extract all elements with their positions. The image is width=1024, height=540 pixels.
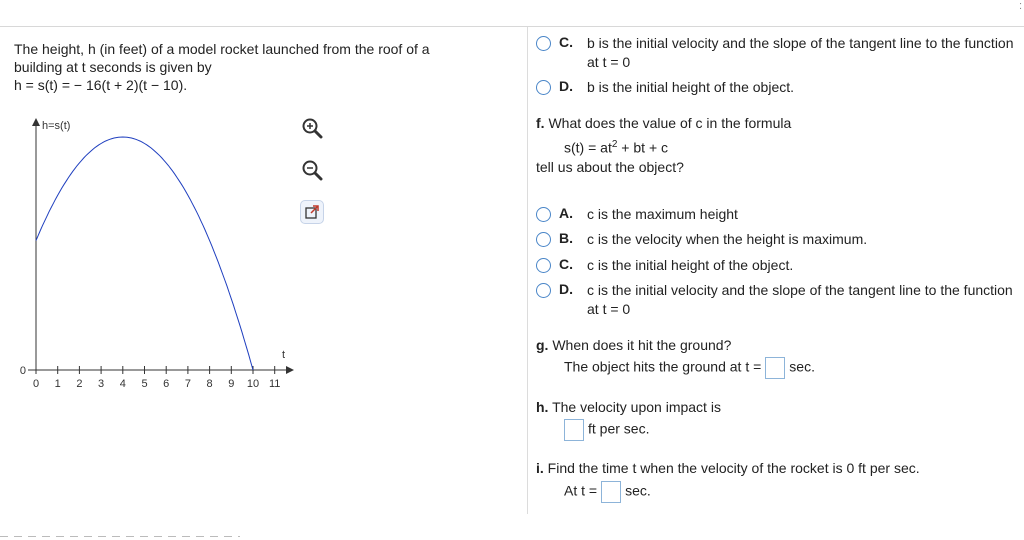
option-f-d[interactable] bbox=[536, 281, 1015, 319]
option-f-a[interactable] bbox=[536, 205, 1015, 224]
x-axis-arrow bbox=[286, 366, 294, 374]
radio-f-c[interactable] bbox=[536, 258, 551, 273]
formula bbox=[564, 136, 668, 157]
column-divider bbox=[527, 27, 528, 514]
answer-h-post: ft per sec. bbox=[588, 420, 650, 437]
answer-i bbox=[564, 481, 651, 503]
y-zero-label: 0 bbox=[19, 365, 26, 377]
radio-f-d[interactable] bbox=[536, 283, 551, 298]
question-i bbox=[536, 459, 920, 477]
question-i-prefix: i. bbox=[536, 460, 544, 476]
x-tick-label: 0 bbox=[32, 378, 40, 390]
formula-exponent: 2 bbox=[611, 139, 618, 150]
zoom-out-icon bbox=[301, 159, 323, 181]
question-h-text: The velocity upon impact is bbox=[552, 399, 721, 415]
bottom-partial-text bbox=[0, 535, 240, 538]
problem-line-1: The height, h (in feet) of a model rocket launched from the roof of a bbox=[14, 41, 430, 57]
x-axis-label: t bbox=[282, 349, 286, 361]
answer-g bbox=[564, 357, 815, 379]
option-letter: C. bbox=[559, 34, 573, 50]
question-f-line3: tell us about the object? bbox=[536, 159, 684, 175]
top-rule bbox=[0, 26, 1024, 27]
answer-g-pre: The object hits the ground at t = bbox=[564, 358, 762, 375]
x-tick-label: 10 bbox=[246, 378, 260, 390]
zoom-out-button[interactable] bbox=[300, 158, 324, 182]
option-letter: D. bbox=[559, 78, 573, 94]
zoom-in-button[interactable] bbox=[300, 116, 324, 140]
radio-f-a[interactable] bbox=[536, 207, 551, 222]
x-tick-label: 5 bbox=[141, 378, 148, 390]
answer-i-pre: At t = bbox=[564, 482, 598, 499]
height-curve bbox=[36, 137, 253, 370]
x-tick-label: 3 bbox=[98, 378, 105, 390]
option-f-c[interactable] bbox=[536, 256, 1015, 275]
radio-prev-c[interactable] bbox=[536, 36, 551, 51]
popout-icon bbox=[304, 204, 320, 220]
answer-h-input[interactable] bbox=[564, 419, 584, 441]
question-g bbox=[536, 336, 731, 354]
answer-i-input[interactable] bbox=[601, 481, 621, 503]
formula-part-a: s(t) = at bbox=[564, 139, 612, 156]
corner-mark: : bbox=[1018, 0, 1022, 12]
option-letter: D. bbox=[559, 281, 573, 297]
y-axis-arrow bbox=[32, 118, 40, 126]
answer-g-post: sec. bbox=[789, 358, 815, 375]
question-f bbox=[536, 114, 791, 132]
option-text: c is the initial velocity and the slope of the tangent line to the function at t = 0 bbox=[587, 282, 1013, 317]
question-g-text: When does it hit the ground? bbox=[552, 337, 732, 353]
x-tick-label: 1 bbox=[54, 378, 61, 390]
prev-option-d[interactable] bbox=[536, 78, 1015, 97]
question-g-prefix: g. bbox=[536, 337, 549, 353]
question-i-text: Find the time t when the velocity of the rocket is 0 ft per sec. bbox=[547, 460, 920, 476]
question-h-prefix: h. bbox=[536, 399, 549, 415]
option-text: c is the maximum height bbox=[587, 206, 738, 222]
radio-f-b[interactable] bbox=[536, 232, 551, 247]
x-tick-label: 11 bbox=[268, 378, 281, 390]
option-letter: A. bbox=[559, 205, 573, 221]
option-letter: C. bbox=[559, 256, 573, 272]
zoom-in-icon bbox=[301, 117, 323, 139]
x-tick-label: 9 bbox=[228, 378, 235, 390]
x-tick-label: 4 bbox=[119, 378, 126, 390]
option-text: c is the initial height of the object. bbox=[587, 257, 794, 273]
question-h bbox=[536, 398, 721, 416]
question-f-prefix: f. bbox=[536, 115, 545, 131]
formula-part-b: + bt + c bbox=[617, 139, 669, 156]
y-axis-label: h=s(t) bbox=[42, 120, 71, 132]
x-tick-label: 2 bbox=[76, 378, 83, 390]
answer-i-post: sec. bbox=[625, 482, 651, 499]
height-graph bbox=[0, 110, 300, 400]
problem-line-3: h = s(t) = − 16(t + 2)(t − 10). bbox=[14, 77, 188, 93]
option-text: b is the initial velocity and the slope of the tangent line to the function at t = 0 bbox=[587, 35, 1014, 70]
question-f-text: What does the value of c in the formula bbox=[548, 115, 792, 131]
radio-prev-d[interactable] bbox=[536, 80, 551, 95]
x-tick-label: 7 bbox=[184, 378, 191, 390]
problem-line-2: building at t seconds is given by bbox=[14, 59, 212, 75]
answer-h bbox=[564, 419, 649, 441]
option-f-b[interactable] bbox=[536, 230, 1015, 249]
option-text: b is the initial height of the object. bbox=[587, 79, 795, 95]
answer-g-input[interactable] bbox=[765, 357, 785, 379]
option-letter: B. bbox=[559, 230, 573, 246]
x-tick-label: 6 bbox=[163, 378, 170, 390]
problem-statement bbox=[14, 40, 504, 94]
x-tick-label: 8 bbox=[206, 378, 213, 390]
option-text: c is the velocity when the height is maximum. bbox=[587, 231, 868, 247]
popout-button[interactable] bbox=[300, 200, 324, 224]
prev-option-c[interactable] bbox=[536, 34, 1015, 72]
